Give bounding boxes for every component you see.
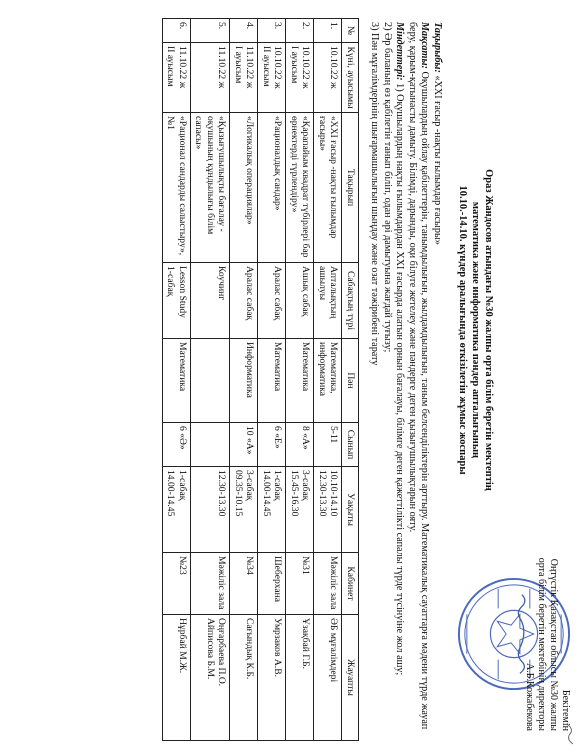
table-cell: Математика (286, 339, 314, 423)
approval-block (523, 541, 571, 731)
table-cell: 3. (258, 19, 286, 43)
table-cell: 5. (191, 19, 231, 43)
theme-text: «ХХІ ғасыр -нақты ғылымдар ғасыры» (432, 75, 443, 245)
schedule-table (162, 18, 359, 741)
table-cell: Мәжіліс зала (314, 553, 342, 615)
task-item: 3) Пән мұғалімдерінің шығармашылығын шыңдау және озат тәжірибені тарату (369, 22, 381, 366)
task-item: 2) Әр баланың өз қабілетін танып біліп, одан әрі дамытуына жағдай туғызу; (382, 22, 393, 353)
table-cell: 11.10.22 ж ІІ ауысым (163, 43, 191, 113)
table-cell: ӘБ мұғалімдері (314, 615, 342, 741)
table-cell (191, 423, 231, 467)
table-row (314, 19, 342, 741)
table-cell: 3-сабақ 15.45-16.30 (286, 467, 314, 553)
table-cell: Нұрбай М.Ж. (163, 615, 191, 741)
column-header: Пән (342, 339, 359, 423)
table-cell: «ХХІ ғасыр -нақты ғылымдар ғасыры» (314, 113, 342, 263)
table-cell: 4. (230, 19, 258, 43)
table-cell: «Қызығушылықты бағалау - оқушының құндылығы білім сапасы» (191, 113, 231, 263)
table-cell: Математика (258, 339, 286, 423)
table-cell: 6 «Е» (258, 423, 286, 467)
column-header: Кабинет (342, 553, 359, 615)
table-cell: Аралас сабақ (230, 263, 258, 339)
table-cell: 6. (163, 19, 191, 43)
table-cell: 10.10.22 ж (314, 43, 342, 113)
table-cell: Оңғарбаева П.О. Айписова Б.М. (191, 615, 231, 741)
theme-label: Тақырыбы: (432, 22, 443, 73)
table-body (163, 19, 343, 741)
table-cell (191, 339, 231, 423)
document-header (456, 150, 495, 510)
table-header-row (342, 19, 359, 741)
intro-section (368, 22, 443, 742)
table-cell: 2. (286, 19, 314, 43)
table-cell: «Қарапайым квадрат түбірлері бар өрнектерді түрлендіру» (286, 113, 314, 263)
table-cell: Математика (163, 339, 191, 423)
table-cell: Математика, информатика (314, 339, 342, 423)
column-header: Сынып (342, 423, 359, 467)
table-cell: 6 «Ә» (163, 423, 191, 467)
table-cell: Аралас сабақ (258, 263, 286, 339)
table-row (286, 19, 314, 741)
table-cell: Шеберхана (258, 553, 286, 615)
table-cell: 5-11 (314, 423, 342, 467)
table-cell: «Рационалдық сандар» (258, 113, 286, 263)
task-item: 1) Оқушылардың нақты ғылымдардан ХХІ ғасырда алатын орнын бағалауы, білімге деген қажеттілікті сапалы түрде түсінуіне жол ашу; (394, 83, 406, 676)
table-cell: 10.10.22 ж ІІ ауысым (258, 43, 286, 113)
table-cell: №23 (163, 553, 191, 615)
table-cell: Lesson Study 1-сабақ (163, 263, 191, 339)
table-cell: Ашық сабақ (286, 263, 314, 339)
table-cell: №31 (286, 553, 314, 615)
column-header: № (342, 19, 359, 43)
table-cell: Апталықтың ашылуы (314, 263, 342, 339)
column-header: Күні, ауысымы (342, 43, 359, 113)
approval-line: Оңтүстік Қазақстан облысы №30 жалпы (548, 558, 559, 731)
column-header: Жауапты (342, 615, 359, 741)
table-cell: Сағындық К.Б. (230, 615, 258, 741)
table-cell: №34 (230, 553, 258, 615)
table-row (230, 19, 258, 741)
column-header: Сабақтың түрі (342, 263, 359, 339)
table-cell: Коучинг (191, 263, 231, 339)
table-cell: 10.10.22 ж І ауысым (286, 43, 314, 113)
tasks-label: Міндеттері: (394, 22, 406, 81)
goal-label: Мақсаты: (419, 22, 431, 69)
table-row (163, 19, 191, 741)
table-row (191, 19, 231, 741)
table-cell: 11.10.22 ж І ауысым (230, 43, 258, 113)
table-cell: 10 «А» (230, 423, 258, 467)
approval-line: орта білім беретін мектебінің директоры (536, 557, 547, 731)
table-cell: Ұзақбай Г.Б. (286, 615, 314, 741)
table-cell: Мәжіліс зала (191, 553, 231, 615)
table-cell: 1-сабақ 14.00-14.45 (163, 467, 191, 553)
table-cell: 3-сабақ 09.35-10.15 (230, 467, 258, 553)
table-cell: Информатика (230, 339, 258, 423)
approval-title: Бекітемін (560, 689, 571, 731)
header-line: Ораз Жандосов атындағы №30 жалпы орта білім беретін мектептің (483, 169, 494, 491)
table-cell: 8 «А» (286, 423, 314, 467)
table-cell: Умрзаков А.В. (258, 615, 286, 741)
approval-signature: А.Б.Кожабекова (524, 662, 535, 731)
column-header: Тақырып (342, 113, 359, 263)
table-cell: 1-сабақ 14.00-14.45 (258, 467, 286, 553)
header-line: 10.10.-14.10. күндер аралығында өткізілетін жұмыс жоспары (457, 185, 468, 475)
table-cell: «Логикалық операциялар» (230, 113, 258, 263)
table-cell: «Рационал сандарды салыстыру», №1 (163, 113, 191, 263)
table-cell: 11.10.22 ж (191, 43, 231, 113)
goal-text: Оқушылардың ойлау қабілеттерін, танымдылығын, жылдамдылығын, таным белсенділіктерін арттыру. Математикалық сауаттарға мәдени түрде жауап беру, қарым-қатынасты дамыту. Білімді, дарынды, оқи білуге жетелеу және пәндерге деген қызығушылықтарын ояту. (407, 22, 431, 730)
table-row (258, 19, 286, 741)
header-line: математика және информатика пәндер апталығының (470, 201, 481, 459)
table-cell: 12.30-13.30 (191, 467, 231, 553)
column-header: Уақыты (342, 467, 359, 553)
table-cell: 1. (314, 19, 342, 43)
table-cell: 10.10-14.10 12.30-13.30 (314, 467, 342, 553)
